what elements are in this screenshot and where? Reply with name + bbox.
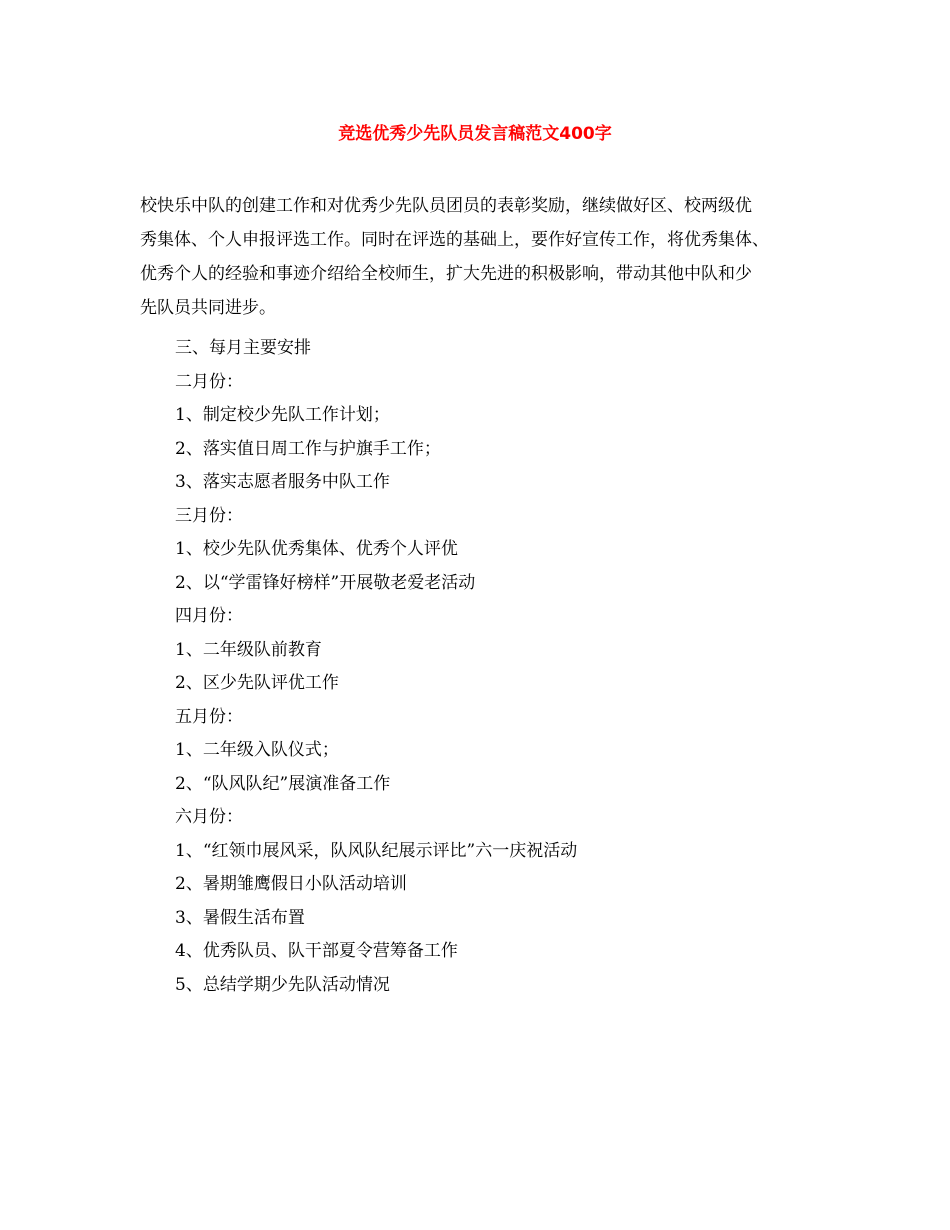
intro-line: 秀集体、个人申报评选工作。同时在评选的基础上，要作好宣传工作，将优秀集体、 (140, 230, 769, 250)
month-heading: 四月份： (175, 606, 243, 626)
list-item: 3、落实志愿者服务中队工作 (175, 472, 390, 492)
list-item: 3、暑假生活布置 (175, 907, 305, 928)
list-item: 1、“红领巾展风采，队风队纪展示评比”六一庆祝活动 (175, 840, 578, 861)
intro-line: 校快乐中队的创建工作和对优秀少先队员团员的表彰奖励，继续做好区、校两级优 (140, 196, 752, 216)
list-item: 1、二年级入队仪式； (175, 740, 339, 760)
list-item: 2、暑期雏鹰假日小队活动培训 (175, 874, 407, 894)
list-item: 1、校少先队优秀集体、优秀个人评优 (175, 539, 458, 559)
month-heading: 六月份： (175, 807, 243, 827)
list-item: 2、区少先队评优工作 (175, 673, 339, 693)
month-heading: 五月份： (175, 706, 243, 727)
schedule-list (175, 332, 815, 1002)
document-title: 竞选优秀少先队员发言稿范文400字 (338, 124, 612, 144)
list-item: 2、“队风队纪”展演准备工作 (175, 773, 391, 794)
list-item: 1、二年级队前教育 (175, 639, 322, 660)
list-item: 4、优秀队员、队干部夏令营筹备工作 (175, 941, 458, 961)
month-heading: 三月份： (175, 505, 243, 526)
list-item: 2、以“学雷锋好榜样”开展敬老爱老活动 (175, 572, 476, 593)
section-heading: 三、每月主要安排 (175, 338, 311, 358)
list-item: 2、落实值日周工作与护旗手工作； (175, 438, 441, 459)
intro-paragraph (140, 189, 820, 325)
month-heading: 二月份： (175, 371, 243, 392)
list-item: 1、制定校少先队工作计划； (175, 405, 390, 425)
list-item: 5、总结学期少先队活动情况 (175, 974, 390, 995)
intro-line: 优秀个人的经验和事迹介绍给全校师生，扩大先进的积极影响，带动其他中队和少 (140, 264, 752, 284)
intro-line: 先队员共同进步。 (140, 298, 276, 318)
